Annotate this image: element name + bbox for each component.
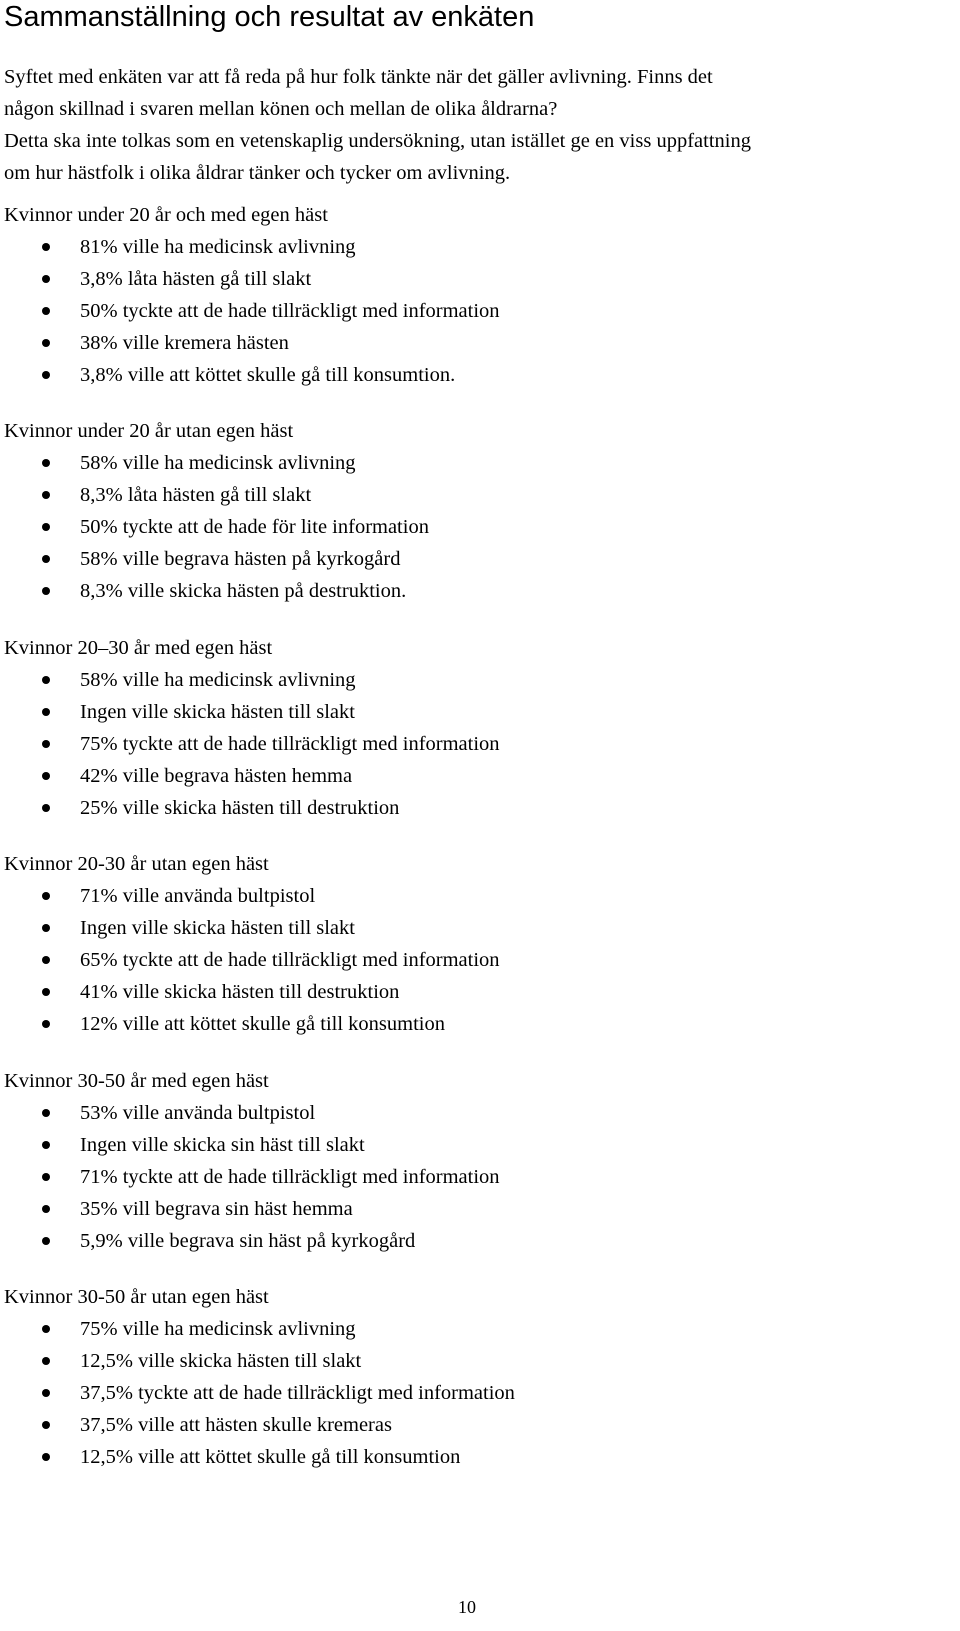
list-item-text: 50% tyckte att de hade för lite information [80, 516, 429, 538]
list-item-text: 12% ville att köttet skulle gå till konsumtion [80, 1013, 445, 1035]
bullet-icon [42, 1453, 50, 1461]
section-heading: Kvinnor 20-30 år utan egen häst [4, 853, 269, 875]
list-item [4, 912, 500, 944]
bullet-icon [42, 1205, 50, 1213]
list-item [4, 1161, 500, 1193]
bullet-icon [42, 339, 50, 347]
intro-line: någon skillnad i svaren mellan könen och mellan de olika åldrarna? [4, 98, 558, 120]
list-item [4, 664, 500, 696]
list-item-text: Ingen ville skicka sin häst till slakt [80, 1134, 365, 1156]
list-item [4, 447, 429, 479]
list-item-text: 25% ville skicka hästen till destruktion [80, 797, 400, 819]
bullet-icon [42, 275, 50, 283]
list-item-text: 8,3% låta hästen gå till slakt [80, 484, 312, 506]
bullet-icon [42, 1421, 50, 1429]
bullet-icon [42, 459, 50, 467]
intro-line: Syftet med enkäten var att få reda på hur folk tänkte när det gäller avlivning. Finns det [4, 66, 713, 88]
list-item [4, 976, 500, 1008]
list-item [4, 327, 500, 359]
list-item-text: 42% ville begrava hästen hemma [80, 765, 353, 787]
list-item [4, 543, 429, 575]
section-heading: Kvinnor under 20 år utan egen häst [4, 420, 294, 442]
list-item-text: 37,5% tyckte att de hade tillräckligt med information [80, 1382, 515, 1404]
list-item [4, 263, 500, 295]
section-women-30-50-without-horse [4, 1281, 515, 1473]
list-item-text: 35% vill begrava sin häst hemma [80, 1198, 353, 1220]
list-item [4, 295, 500, 327]
list-item-text: 41% ville skicka hästen till destruktion [80, 981, 400, 1003]
bullet-icon [42, 555, 50, 563]
bullet-list [4, 231, 500, 391]
intro-line: om hur hästfolk i olika åldrar tänker och tycker om avlivning. [4, 162, 511, 184]
bullet-icon [42, 1109, 50, 1117]
list-item [4, 760, 500, 792]
section-women-under-20-without-horse [4, 415, 429, 607]
bullet-icon [42, 523, 50, 531]
bullet-icon [42, 708, 50, 716]
bullet-icon [42, 491, 50, 499]
list-item-text: 50% tyckte att de hade tillräckligt med information [80, 300, 500, 322]
bullet-list [4, 664, 500, 824]
bullet-icon [42, 892, 50, 900]
section-women-20-30-without-horse [4, 848, 500, 1040]
list-item-text: 65% tyckte att de hade tillräckligt med information [80, 949, 500, 971]
section-heading: Kvinnor 30-50 år med egen häst [4, 1070, 269, 1092]
list-item-text: Ingen ville skicka hästen till slakt [80, 701, 355, 723]
list-item [4, 696, 500, 728]
bullet-icon [42, 587, 50, 595]
list-item-text: 71% tyckte att de hade tillräckligt med information [80, 1166, 500, 1188]
list-item [4, 1313, 515, 1345]
section-women-30-50-with-horse [4, 1065, 500, 1257]
list-item-text: 58% ville ha medicinsk avlivning [80, 669, 356, 691]
bullet-list [4, 880, 500, 1040]
section-heading: Kvinnor under 20 år och med egen häst [4, 204, 328, 226]
bullet-icon [42, 1325, 50, 1333]
section-heading: Kvinnor 20–30 år med egen häst [4, 637, 273, 659]
intro-paragraph [4, 61, 960, 189]
bullet-list [4, 1313, 515, 1473]
list-item-text: 12,5% ville skicka hästen till slakt [80, 1350, 362, 1372]
list-item [4, 511, 429, 543]
list-item [4, 359, 500, 391]
page-title: Sammanställning och resultat av enkäten [4, 1, 535, 33]
list-item [4, 1345, 515, 1377]
list-item [4, 1377, 515, 1409]
list-item [4, 1008, 500, 1040]
list-item-text: 58% ville ha medicinsk avlivning [80, 452, 356, 474]
bullet-icon [42, 307, 50, 315]
list-item [4, 880, 500, 912]
bullet-icon [42, 956, 50, 964]
list-item [4, 1225, 500, 1257]
list-item-text: 53% ville använda bultpistol [80, 1102, 316, 1124]
list-item [4, 944, 500, 976]
list-item [4, 1441, 515, 1473]
bullet-icon [42, 243, 50, 251]
list-item-text: 75% tyckte att de hade tillräckligt med information [80, 733, 500, 755]
list-item [4, 1193, 500, 1225]
list-item-text: 75% ville ha medicinsk avlivning [80, 1318, 356, 1340]
bullet-list [4, 447, 429, 607]
bullet-icon [42, 1389, 50, 1397]
bullet-icon [42, 1173, 50, 1181]
section-heading: Kvinnor 30-50 år utan egen häst [4, 1286, 269, 1308]
list-item-text: 5,9% ville begrava sin häst på kyrkogård [80, 1230, 416, 1252]
bullet-icon [42, 924, 50, 932]
list-item [4, 1097, 500, 1129]
list-item-text: Ingen ville skicka hästen till slakt [80, 917, 355, 939]
list-item-text: 71% ville använda bultpistol [80, 885, 316, 907]
bullet-icon [42, 1141, 50, 1149]
list-item-text: 3,8% ville att köttet skulle gå till konsumtion. [80, 364, 456, 386]
section-women-under-20-with-horse [4, 199, 500, 391]
list-item-text: 8,3% ville skicka hästen på destruktion. [80, 580, 407, 602]
list-item-text: 37,5% ville att hästen skulle kremeras [80, 1414, 392, 1436]
list-item-text: 81% ville ha medicinsk avlivning [80, 236, 356, 258]
list-item-text: 38% ville kremera hästen [80, 332, 289, 354]
list-item [4, 1129, 500, 1161]
bullet-icon [42, 740, 50, 748]
list-item [4, 479, 429, 511]
bullet-icon [42, 371, 50, 379]
page-number: 10 [458, 1597, 476, 1617]
bullet-icon [42, 1020, 50, 1028]
intro-line: Detta ska inte tolkas som en vetenskaplig undersökning, utan istället ge en viss uppfattning [4, 130, 751, 152]
bullet-icon [42, 676, 50, 684]
list-item [4, 231, 500, 263]
bullet-list [4, 1097, 500, 1257]
list-item-text: 58% ville begrava hästen på kyrkogård [80, 548, 401, 570]
list-item-text: 12,5% ville att köttet skulle gå till konsumtion [80, 1446, 461, 1468]
section-women-20-30-with-horse [4, 632, 500, 824]
bullet-icon [42, 1237, 50, 1245]
list-item-text: 3,8% låta hästen gå till slakt [80, 268, 312, 290]
list-item [4, 792, 500, 824]
bullet-icon [42, 988, 50, 996]
bullet-icon [42, 804, 50, 812]
list-item [4, 728, 500, 760]
bullet-icon [42, 1357, 50, 1365]
list-item [4, 1409, 515, 1441]
bullet-icon [42, 772, 50, 780]
list-item [4, 575, 429, 607]
